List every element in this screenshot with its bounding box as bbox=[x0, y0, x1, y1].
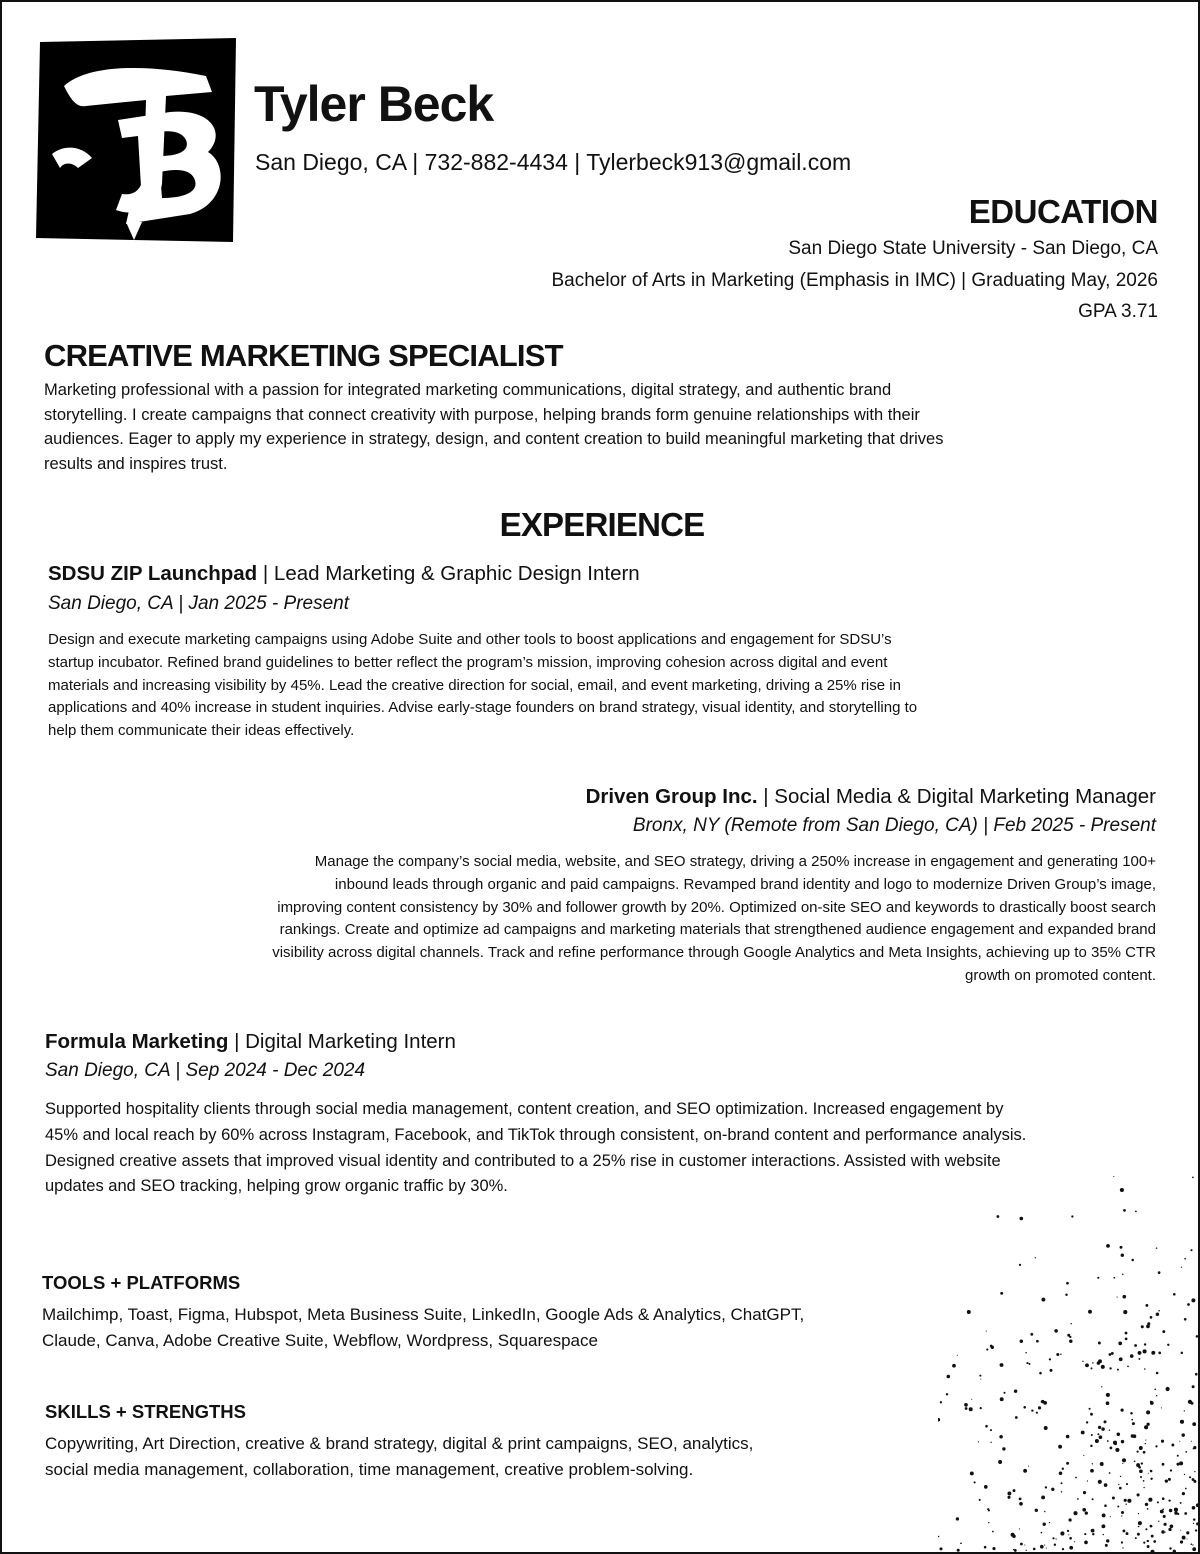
job-role: | Digital Marketing Intern bbox=[228, 1030, 456, 1053]
job-header bbox=[48, 560, 640, 588]
job-company: Formula Marketing bbox=[45, 1030, 229, 1053]
job-header bbox=[586, 783, 1156, 811]
education-gpa: GPA 3.71 bbox=[1078, 301, 1158, 322]
candidate-name: Tyler Beck bbox=[254, 76, 494, 132]
job-location-dates: San Diego, CA | Jan 2025 - Present bbox=[48, 593, 350, 614]
skills-list: Copywriting, Art Direction, creative & brand strategy, digital & print campaigns, SEO, analytics, social media management, collaboration, time management, creative problem-solving. bbox=[45, 1434, 754, 1479]
logo-monogram-text: TB bbox=[30, 34, 32, 35]
job-description: Supported hospitality clients through social media management, content creation, and SEO optimization. Increased engagement by 45% and local reach by 60% across Instagram, Facebook, and TikTok through consistent, on-brand content and performance analysis. Designed creative assets that improved visual identity and contributed to a 25% rise in customer interactions. Assisted with website updates and SEO tracking, helping grow organic traffic by 30%. bbox=[45, 1100, 1027, 1196]
profile-title: CREATIVE MARKETING SPECIALIST bbox=[44, 338, 563, 373]
education-degree: Bachelor of Arts in Marketing (Emphasis in IMC) | Graduating May, 2026 bbox=[551, 270, 1158, 291]
skills-heading: SKILLS + STRENGTHS bbox=[45, 1401, 246, 1422]
monogram-logo bbox=[30, 34, 242, 246]
education-school: San Diego State University - San Diego, CA bbox=[788, 238, 1158, 259]
tools-list: Mailchimp, Toast, Figma, Hubspot, Meta Business Suite, LinkedIn, Google Ads & Analytics, ChatGPT, Claude, Canva, Adobe Creative Suite, Webflow, Wordpress, Squarespace bbox=[42, 1305, 805, 1350]
job-header bbox=[45, 1028, 456, 1056]
education-heading: EDUCATION bbox=[968, 193, 1158, 230]
tools-heading: TOOLS + PLATFORMS bbox=[42, 1272, 241, 1293]
job-role: | Lead Marketing & Graphic Design Intern bbox=[257, 562, 640, 585]
job-company: Driven Group Inc. bbox=[585, 785, 758, 808]
job-location-dates: Bronx, NY (Remote from San Diego, CA) | Feb 2025 - Present bbox=[632, 815, 1156, 836]
experience-heading: EXPERIENCE bbox=[499, 506, 705, 543]
profile-summary: Marketing professional with a passion for integrated marketing communications, digital strategy, and authentic brand storytelling. I create campaigns that connect creativity with purpose, helping brands form genuine relationships with their audiences. Eager to apply my experience in strategy, design, and content creation to build meaningful marketing that drives results and inspires trust. bbox=[44, 381, 944, 473]
job-company: SDSU ZIP Launchpad bbox=[48, 562, 258, 585]
job-description: Manage the company’s social media, website, and SEO strategy, driving a 250% increase in engagement and generating 100+ inbound leads through organic and paid campaigns. Revamped brand identity and logo to modernize Driven Group’s image, improving content consistency by 30% and follower growth by 20%. Optimized on-site SEO and keywords to drastically boost search rankings. Create and optimize ad campaigns and marketing materials that strengthened audience engagement and expanded brand visibility across digital channels. Track and refine performance through Google Analytics and Meta Insights, achieving up to 35% CTR growth on promoted content. bbox=[272, 853, 1156, 984]
job-role: | Social Media & Digital Marketing Manager bbox=[757, 785, 1156, 808]
contact-info: San Diego, CA | 732-882-4434 | Tylerbeck913@gmail.com bbox=[255, 149, 852, 175]
job-location-dates: San Diego, CA | Sep 2024 - Dec 2024 bbox=[45, 1060, 366, 1081]
speckle-decoration bbox=[938, 1082, 1198, 1552]
job-description: Design and execute marketing campaigns using Adobe Suite and other tools to boost applications and engagement for SDSU’s startup incubator. Refined brand guidelines to better reflect the program’s mission, improving cohesion across digital and event materials and increasing visibility by 45%. Lead the creative direction for social, email, and event marketing, driving a 25% rise in applications and 40% increase in student inquiries. Advise early-stage founders on brand strategy, visual identity, and storytelling to help them communicate their ideas effectively. bbox=[48, 631, 918, 740]
